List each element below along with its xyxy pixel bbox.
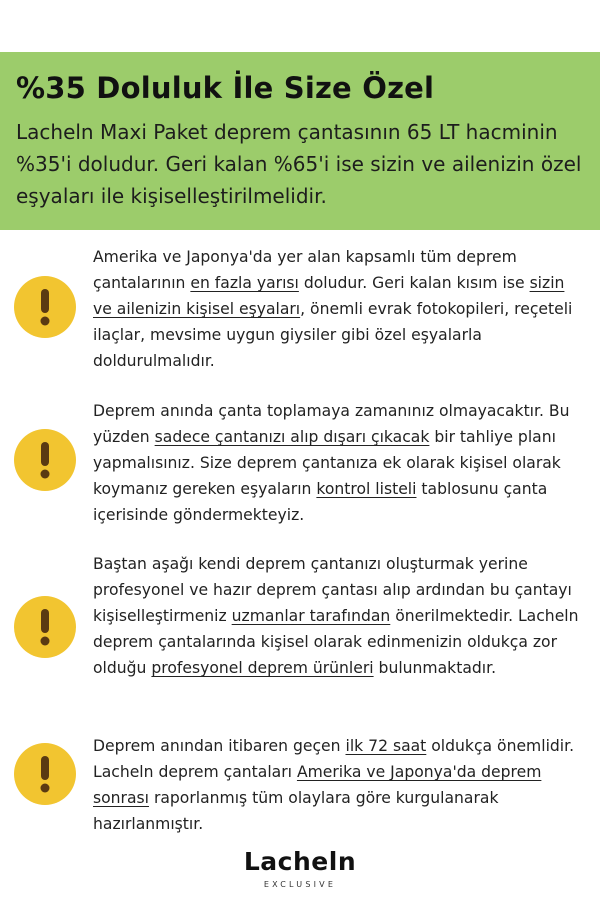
exclamation-icon [14, 276, 76, 338]
banner-title: %35 Doluluk İle Size Özel [16, 71, 435, 105]
text-segment: raporlanmış tüm olaylara göre kurgulanarak hazırlanmıştır. [93, 789, 499, 833]
text-segment: bir tahliye planı yapmalısınız. Size deprem çantanıza ek olarak kişisel olarak koymanız gereken eşyaların [93, 428, 561, 498]
text-segment: Baştan aşağı kendi deprem çantanızı oluşturmak yerine profesyonel ve hazır deprem çantası alıp ardından bu çantayı kişiselleştirmeniz [93, 555, 572, 625]
info-text [93, 398, 585, 528]
highlighted-phrase: kontrol listeli [316, 480, 417, 498]
text-segment: Deprem anında çanta toplamaya zamanınız olmayacaktır. Bu yüzden [93, 402, 570, 446]
text-segment: önerilmektedir. Lacheln deprem çantalarında kişisel olarak edinmenizin oldukça zor olduğu [93, 607, 579, 677]
highlighted-phrase: ilk 72 saat [345, 737, 427, 755]
exclamation-icon [14, 596, 76, 658]
exclamation-icon [14, 429, 76, 491]
text-segment: doludur. Geri kalan kısım ise [298, 274, 530, 292]
header-banner [0, 52, 600, 230]
highlighted-phrase: profesyonel deprem ürünleri [151, 659, 374, 677]
text-segment: bulunmaktadır. [373, 659, 497, 677]
highlighted-phrase: sadece çantanızı alıp dışarı çıkacak [154, 428, 430, 446]
info-text [93, 551, 585, 681]
brand-logo [0, 847, 600, 889]
brand-name: Lacheln [243, 847, 357, 876]
text-segment: , önemli evrak fotokopileri, reçeteli ilaçlar, mevsime uygun giysiler gibi özel eşyalarla doldurulmalıdır. [93, 300, 573, 370]
highlighted-phrase: en fazla yarısı [190, 274, 299, 292]
info-text [93, 733, 585, 837]
top-spacer [0, 0, 600, 52]
exclamation-icon [14, 743, 76, 805]
text-segment: tablosunu çanta içerisinde göndermekteyiz. [93, 480, 548, 524]
highlighted-phrase: uzmanlar tarafından [231, 607, 391, 625]
text-segment: Deprem anından itibaren geçen [93, 737, 346, 755]
brand-tagline: EXCLUSIVE [263, 880, 337, 889]
info-text [93, 244, 585, 374]
text-segment: oldukça önemlidir. Lacheln deprem çantaları [93, 737, 575, 781]
highlighted-phrase: sizin ve ailenizin kişisel eşyaları [93, 274, 565, 318]
banner-description: Lacheln Maxi Paket deprem çantasının 65 LT hacminin %35'i doludur. Geri kalan %65'i ise sizin ve ailenizin özel eşyaları ile kişiselleştirilmelidir. [16, 120, 582, 208]
highlighted-phrase: Amerika ve Japonya'da deprem sonrası [93, 763, 542, 807]
text-segment: Amerika ve Japonya'da yer alan kapsamlı tüm deprem çantalarının [93, 248, 517, 292]
